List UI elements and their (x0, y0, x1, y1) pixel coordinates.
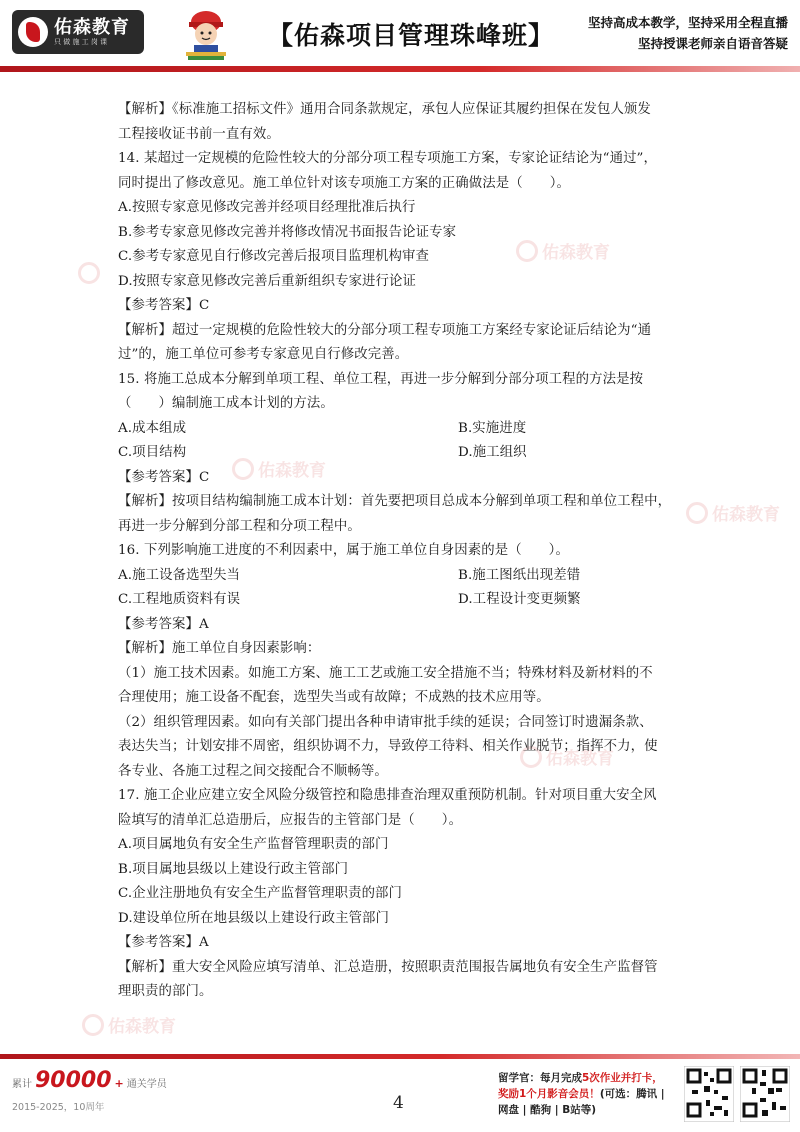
analysis-line: （1）施工技术因素。如施工方案、施工工艺或施工安全措施不当；特殊材料及新材料的不 (118, 665, 653, 681)
promo-line2-a: 奖励1个月影音会员！ (498, 1088, 600, 1100)
option-row (118, 441, 688, 466)
analysis-line: 【解析】施工单位自身因素影响： (118, 641, 321, 656)
question-list (118, 147, 688, 1005)
reference-answer: 【参考答案】C (118, 469, 210, 485)
answer-option: D.工程设计变更频繁 (458, 592, 581, 607)
brand-logo (12, 10, 144, 54)
total-suffix: 通关学员 (126, 1079, 167, 1090)
analysis-line: 理职责的部门。 (118, 984, 213, 999)
reference-answer: 【参考答案】A (118, 935, 209, 950)
promo-text (498, 1070, 684, 1118)
answer-option: D.建设单位所在地县级以上建设行政主管部门 (118, 910, 390, 926)
watermark: 佑森教育 (232, 456, 326, 481)
answer-option: D.按照专家意见修改完善后重新组织专家进行论证 (118, 273, 417, 289)
analysis-line: 合理使用；施工设备不配套，选型失当或有故障；不成熟的技术应用等。 (118, 690, 550, 705)
answer-option: C.企业注册地负有安全生产监督管理职责的部门 (118, 886, 403, 901)
logo-name: 佑森教育 (54, 16, 130, 38)
analysis-line: 【解析】《标准施工招标文件》通用合同条款规定，承包人应保证其履约担保在发包人颁发 (118, 102, 651, 117)
question-stem: 险填写的清单汇总造册后，应报告的主管部门是（ ）。 (118, 812, 463, 828)
answer-option: B.实施进度 (458, 420, 527, 436)
header-divider (0, 66, 800, 72)
question-stem: 16. 下列影响施工进度的不利因素中，属于施工单位自身因素的是（ ）。 (118, 543, 569, 558)
question-block (118, 147, 688, 368)
analysis-line: 过”的，施工单位可参考专家意见自行修改完善。 (118, 347, 409, 362)
total-label: 累计 (12, 1079, 32, 1090)
answer-option: A.成本组成 (118, 420, 187, 436)
slogan-line-1: 坚持高成本教学，坚持采用全程直播 (587, 15, 788, 30)
answer-option: B.施工图纸出现差错 (458, 567, 581, 583)
watermark: 佑森教育 (516, 238, 610, 263)
mascot-icon (180, 6, 232, 64)
analysis-line: （2）组织管理因素。如向有关部门提出各种申请审批手续的延误；合同签订时遗漏条款、 (118, 714, 653, 730)
analysis-line: 表达失当；计划安排不周密，组织协调不力，导致停工待料、相关作业脱节；指挥不力，使 (118, 739, 658, 754)
answer-option: B.项目属地县级以上建设行政主管部门 (118, 861, 349, 877)
student-stats (12, 1068, 167, 1113)
logo-subtitle: 只 做 施 工 岗 课 (54, 37, 108, 46)
intro-analysis (118, 98, 688, 147)
answer-option: A.项目属地负有安全生产监督管理职责的部门 (118, 837, 389, 852)
answer-option: C.项目结构 (118, 445, 187, 460)
slogan-line-2: 坚持授课老师亲自语音答疑 (637, 36, 788, 51)
header-slogan (588, 12, 788, 54)
brand-mark-icon (18, 17, 48, 47)
watermark: 佑森教育 (520, 744, 614, 769)
reference-answer: 【参考答案】C (118, 298, 210, 313)
qr-code-icon (740, 1066, 790, 1122)
answer-option: B.参考专家意见修改完善并将修改情况书面报告论证专家 (118, 224, 457, 240)
exam-content (118, 98, 688, 1005)
option-row (118, 417, 688, 442)
analysis-line: 【解析】按项目结构编制施工成本计划：首先要把项目总成本分解到单项工程和单位工程中， (118, 494, 672, 509)
total-plus: + (114, 1077, 124, 1090)
watermark: 佑森教育 (686, 500, 780, 525)
footer-divider (0, 1054, 800, 1059)
total-number: 90000 (35, 1068, 112, 1093)
answer-option: C.参考专家意见自行修改完善后报项目监理机构审查 (118, 249, 430, 264)
promo-line1-b: 5次作业并打卡， (582, 1072, 663, 1084)
question-block (118, 368, 688, 540)
years-label: 2015-2025，10周年 (12, 1102, 105, 1113)
answer-option: C.工程地质资料有误 (118, 592, 241, 607)
option-row (118, 564, 688, 589)
analysis-line: 【解析】重大安全风险应填写清单、汇总造册，按照职责范围报告属地负有安全生产监督管 (118, 959, 658, 975)
reference-answer: 【参考答案】A (118, 616, 209, 632)
qr-code-icon (684, 1066, 734, 1122)
option-row (118, 588, 688, 613)
page-number: 4 (393, 1093, 404, 1113)
question-stem: 15. 将施工总成本分解到单项工程、单位工程，再进一步分解到分部分项工程的方法是按 (118, 371, 644, 387)
analysis-line: 再进一步分解到分部工程和分项工程中。 (118, 518, 361, 534)
analysis-line: 各专业、各施工过程之间交接配合不顺畅等。 (118, 763, 388, 779)
course-title: 【佑森项目管理珠峰班】 (268, 21, 555, 50)
analysis-line: 工程接收证书前一直有效。 (118, 126, 280, 142)
question-stem: 17. 施工企业应建立安全风险分级管控和隐患排查治理双重预防机制。针对项目重大安全风 (118, 788, 657, 803)
analysis-line: 【解析】超过一定规模的危险性较大的分部分项工程专项施工方案经专家论证后结论为“通 (118, 322, 652, 338)
promo-line1-a: 留学官：每月完成 (498, 1072, 582, 1084)
answer-option: D.施工组织 (458, 445, 527, 460)
watermark: 佑森教育 (82, 1012, 176, 1037)
question-stem: （ ）编制施工成本计划的方法。 (118, 396, 334, 411)
promo-line2-b: (可选：腾讯 | (599, 1088, 665, 1100)
watermark (78, 262, 100, 284)
question-block (118, 539, 688, 784)
question-stem: 同时提出了修改意见。施工单位针对该专项施工方案的正确做法是（ ）。 (118, 175, 570, 191)
question-stem: 14. 某超过一定规模的危险性较大的分部分项工程专项施工方案，专家论证结论为“通过”， (118, 151, 657, 166)
question-block (118, 784, 688, 1005)
page-header (0, 0, 800, 74)
answer-option: A.施工设备选型失当 (118, 567, 241, 583)
promo-line3: 网盘 | 酷狗 | B站等) (498, 1104, 597, 1116)
answer-option: A.按照专家意见修改完善并经项目经理批准后执行 (118, 200, 416, 215)
